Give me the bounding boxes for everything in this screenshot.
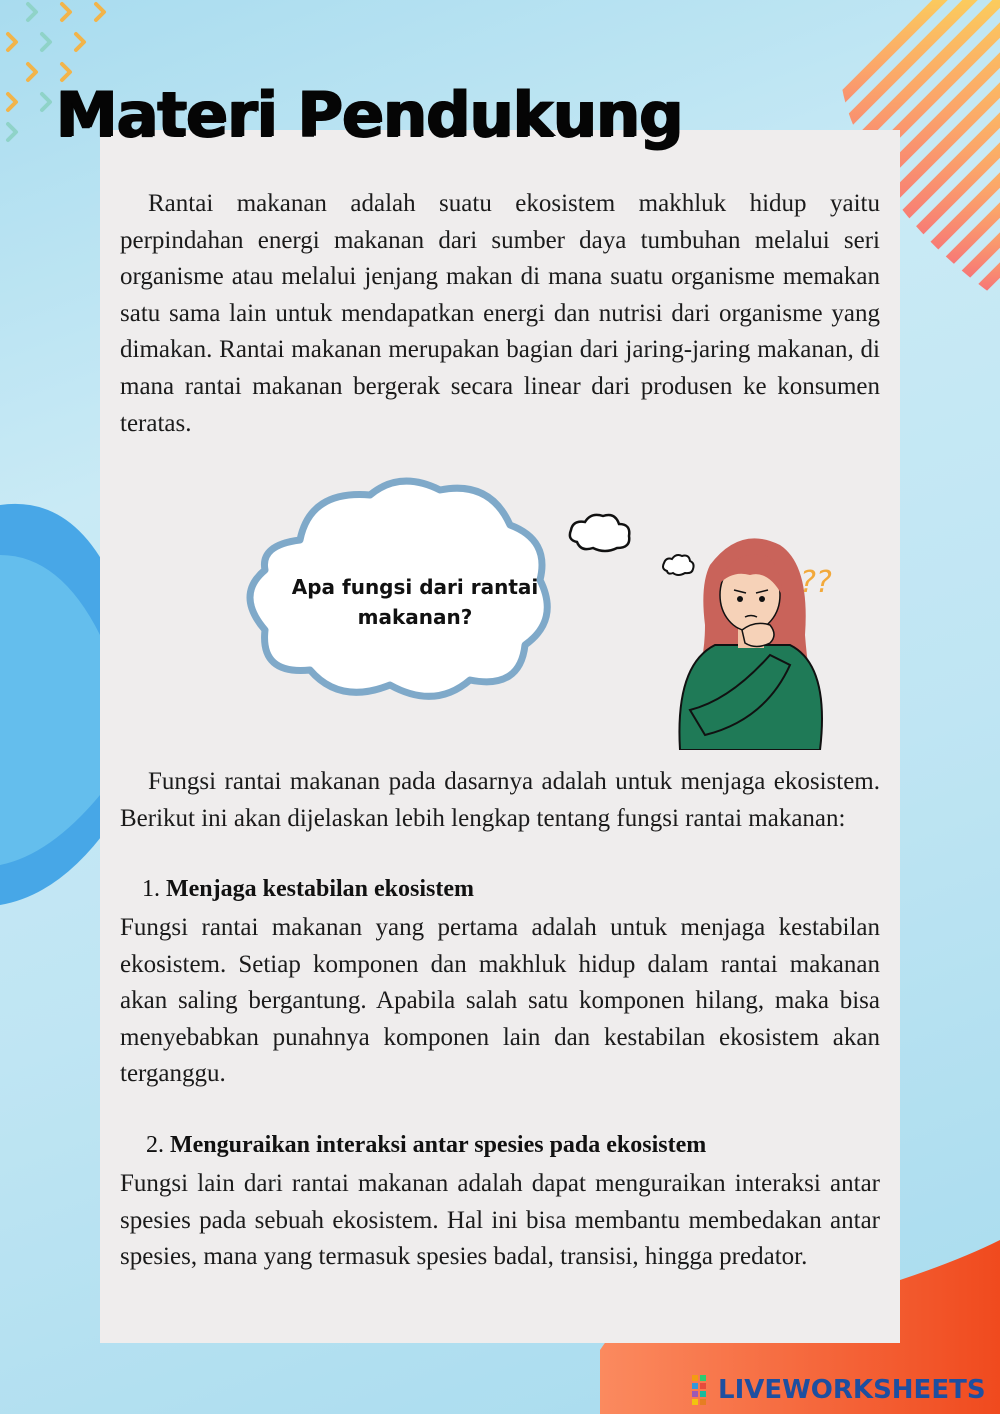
thought-question-line2: makanan? xyxy=(357,605,473,629)
thought-question xyxy=(270,572,560,632)
point-1-number: 1. xyxy=(142,876,160,902)
point-1-title: Menjaga kestabilan ekosistem xyxy=(166,876,474,902)
point-1-heading xyxy=(142,876,474,903)
point-2-body: Fungsi lain dari rantai makanan adalah dapat menguraikan interaksi antar spesies pada sebuah ekosistem. Hal ini bisa membantu membedakan antar spesies, mana yang termasuk spesies badal, transisi, hingga predator. xyxy=(120,1170,880,1271)
point-2-number: 2. xyxy=(146,1132,164,1158)
point-2-heading xyxy=(146,1132,706,1159)
thinking-girl-illustration xyxy=(670,525,850,750)
intro-paragraph: Rantai makanan adalah suatu ekosistem makhluk hidup yaitu perpindahan energi makanan dari sumber daya tumbuhan melalui seri organisme atau melalui jenjang makan di mana suatu organisme memakan satu sama lain untuk mendapatkan energi dan nutrisi dari organisme yang dimakan. Rantai makanan merupakan bagian dari jaring-jaring makanan, di mana rantai makanan bergerak secara linear dari produsen ke konsumen teratas. xyxy=(120,190,880,437)
thought-question-line1: Apa fungsi dari rantai xyxy=(291,575,539,599)
function-intro-paragraph: Fungsi rantai makanan pada dasarnya adalah untuk menjaga ekosistem. Berikut ini akan dijelaskan lebih lengkap tentang fungsi rantai makanan: xyxy=(120,768,880,832)
brand-text: LIVEWORKSHEETS xyxy=(718,1375,986,1405)
liveworksheets-logo-icon xyxy=(692,1375,714,1405)
liveworksheets-brand xyxy=(692,1372,986,1408)
page-title: Materi Pendukung xyxy=(55,78,682,151)
point-2-title: Menguraikan interaksi antar spesies pada ekosistem xyxy=(170,1132,707,1158)
small-cloud-icon xyxy=(565,510,635,555)
point-1-body: Fungsi rantai makanan yang pertama adalah untuk menjaga kestabilan ekosistem. Setiap komponen dan makhluk hidup dalam rantai makanan akan saling bergantung. Apabila salah satu komponen hilang, maka bisa menyebabkan punahnya komponen lain dan kestabilan ekosistem akan terganggu. xyxy=(120,914,880,1088)
question-marks: ?? xyxy=(800,565,832,600)
